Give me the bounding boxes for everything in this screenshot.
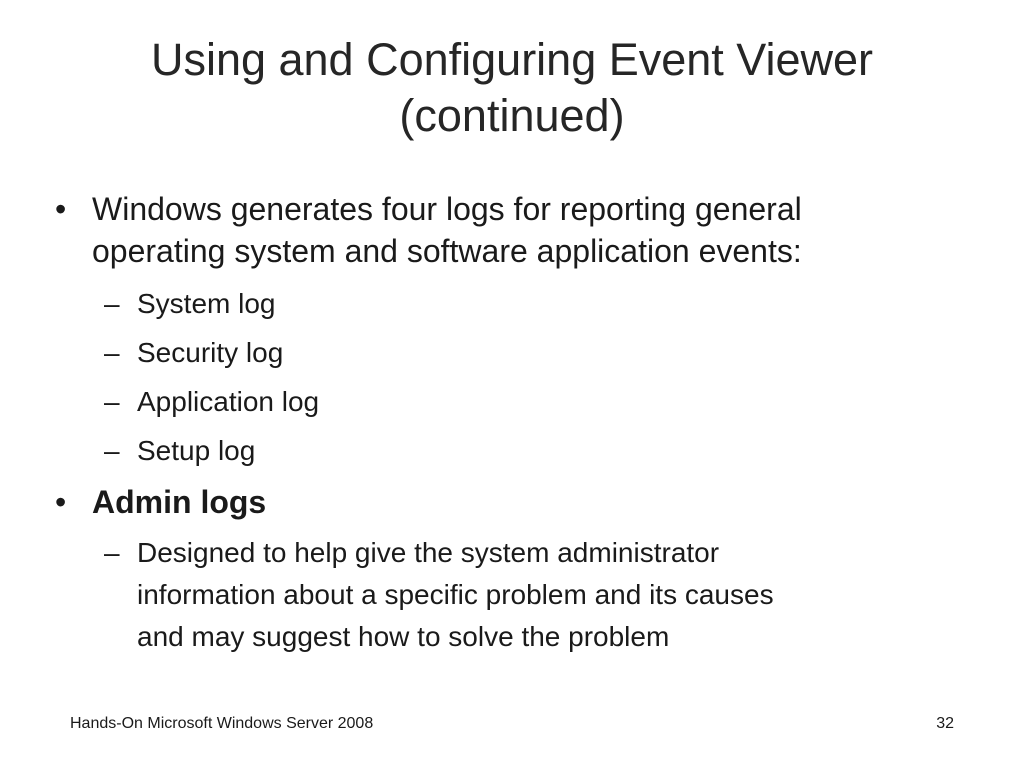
- bullet-item-admin-logs: Admin logs: [92, 484, 267, 520]
- sub-item-admin-description: [137, 532, 937, 658]
- sub-line: Designed to help give the system administrator: [137, 537, 720, 568]
- sub-item-security-log: Security log: [137, 337, 284, 368]
- sub-line: information about a specific problem and its causes: [137, 579, 774, 610]
- dash-marker: –: [104, 537, 120, 568]
- bullet-marker: •: [55, 191, 67, 227]
- footer-page-number: 32: [936, 715, 954, 732]
- title-line-2: (continued): [399, 90, 625, 141]
- dash-marker: –: [104, 337, 120, 368]
- bullet-marker: •: [55, 484, 67, 520]
- footer-book-title: Hands-On Microsoft Windows Server 2008: [70, 715, 374, 732]
- sub-item-setup-log: Setup log: [137, 435, 256, 466]
- bullet-line: Windows generates four logs for reporting general: [92, 191, 802, 227]
- dash-marker: –: [104, 386, 120, 417]
- sub-line: and may suggest how to solve the problem: [137, 621, 670, 652]
- dash-marker: –: [104, 288, 120, 319]
- sub-item-system-log: System log: [137, 288, 276, 319]
- bullet-item-logs: [92, 188, 952, 272]
- title-line-1: Using and Configuring Event Viewer: [150, 34, 874, 85]
- dash-marker: –: [104, 435, 120, 466]
- sub-item-application-log: Application log: [137, 386, 320, 417]
- bullet-line: operating system and software application events:: [92, 233, 802, 269]
